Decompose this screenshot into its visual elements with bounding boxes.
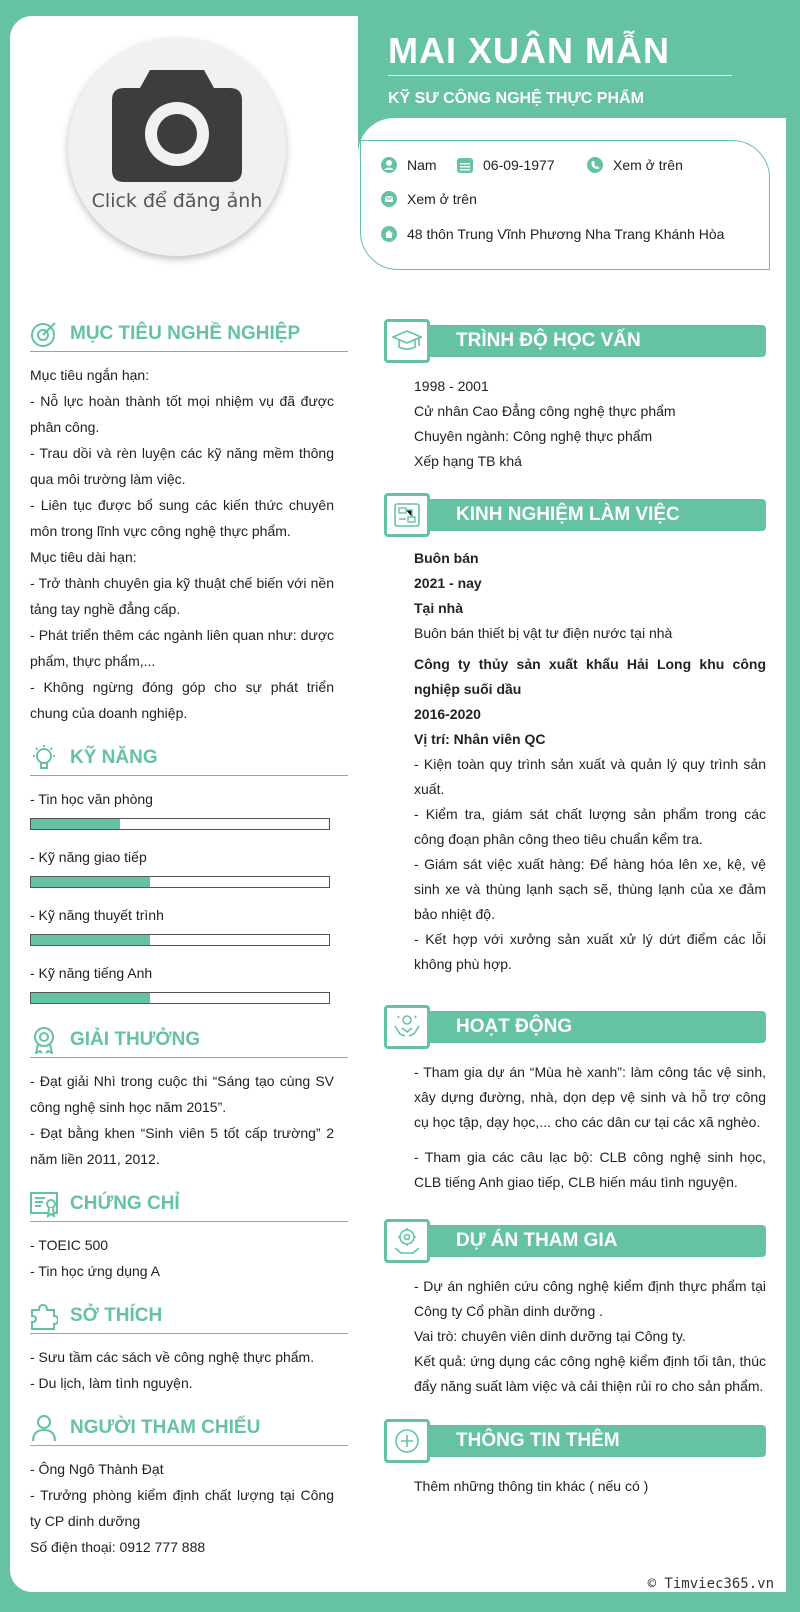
- job-position: Vị trí: Nhân viên QC: [414, 731, 546, 747]
- skill-label: - Kỹ năng thuyết trình: [30, 907, 164, 923]
- job-position: Tại nhà: [414, 600, 464, 616]
- puzzle-icon: [30, 1302, 58, 1330]
- job-detail: - Kiện toàn quy trình sản xuất và quản lý quy trình sản xuất.: [414, 756, 766, 797]
- skill-bar: [30, 876, 330, 888]
- hobby-line: - Sưu tầm các sách về công nghệ thực phẩm.: [30, 1349, 315, 1365]
- address-value: 48 thôn Trung Vĩnh Phương Nha Trang Khánh Hòa: [407, 226, 725, 242]
- education-title: TRÌNH ĐỘ HỌC VẤN: [456, 330, 641, 351]
- objective-body: [30, 362, 334, 726]
- activities-title: HOẠT ĐỘNG: [456, 1016, 573, 1037]
- plus-circle-icon: [392, 1426, 422, 1456]
- hobbies-body: [30, 1344, 334, 1396]
- objective-line: - Không ngừng đóng góp cho sự phát triển chung của doanh nghiệp.: [30, 679, 334, 721]
- project-line: Kết quả: ứng dụng các công nghệ kiểm định tối tân, thúc đẩy năng suất làm việc và cải thiện rủi ro cho sản phẩm.: [414, 1353, 766, 1394]
- award-medal-icon: [30, 1026, 58, 1054]
- skill-bar-fill: [31, 935, 150, 945]
- contact-address: [381, 226, 724, 242]
- skill-bar-fill: [31, 877, 150, 887]
- skill-bar: [30, 992, 330, 1004]
- activity-paragraph: - Tham gia dự án “Mùa hè xanh”: làm công tác vệ sinh, xây dựng đường, nhà, dọn dẹp vệ sinh và hỗ trợ công cụ học tập, dạy học,... cho các dân cư tại các xã nghèo.: [414, 1064, 766, 1130]
- profile-photo-upload[interactable]: [68, 38, 286, 256]
- awards-title: GIẢI THƯỞNG: [70, 1028, 201, 1050]
- education-line: Cử nhân Cao Đẳng công nghệ thực phẩm: [414, 403, 676, 419]
- email-icon: [381, 191, 397, 207]
- email-value: Xem ở trên: [407, 191, 477, 207]
- section-hobbies: [30, 1298, 348, 1396]
- volunteer-hands-icon: [392, 1012, 422, 1042]
- candidate-name: MAI XUÂN MẪN: [388, 30, 670, 71]
- job-company: Công ty thủy sản xuất khẩu Hải Long khu công nghiệp suối dầu: [414, 656, 766, 697]
- contact-gender: [381, 157, 437, 173]
- education-body: [414, 374, 766, 474]
- photo-upload-label: Click để đăng ảnh: [91, 190, 263, 212]
- skill-label: - Kỹ năng tiếng Anh: [30, 965, 153, 981]
- contact-email: [381, 191, 477, 207]
- phone-icon: [587, 157, 603, 173]
- project-line: Vai trò: chuyên viên dinh dưỡng tại Công ty.: [414, 1328, 686, 1344]
- job-detail: - Giám sát việc xuất hàng: Để hàng hóa lên xe, kệ, vệ sinh xe và thùng lạnh sạch sẽ, thùng lạnh của xe đảm bảo nhiệt độ.: [414, 856, 766, 922]
- skill-bar-fill: [31, 993, 150, 1003]
- job-company: Buôn bán: [414, 550, 479, 566]
- skill-bar: [30, 934, 330, 946]
- references-body: [30, 1456, 334, 1560]
- reference-line: - Trưởng phòng kiểm định chất lượng tại Công ty CP dinh dưỡng: [30, 1487, 334, 1529]
- project-line: - Dự án nghiên cứu công nghệ kiểm định thực phẩm tại Công ty Cổ phần dinh dưỡng .: [414, 1278, 766, 1319]
- lightbulb-icon: [30, 744, 58, 772]
- hobbies-title: SỞ THÍCH: [70, 1304, 163, 1326]
- camera-icon: [112, 70, 242, 182]
- project-gear-icon: [392, 1226, 422, 1256]
- section-extra-info: [384, 1422, 766, 1499]
- section-awards: [30, 1022, 348, 1172]
- certificate-icon: [30, 1190, 58, 1218]
- extra-body: [414, 1474, 766, 1499]
- reference-line: Số điện thoại: 0912 777 888: [30, 1539, 206, 1555]
- skill-bar-fill: [31, 819, 120, 829]
- job-period: 2021 - nay: [414, 575, 482, 591]
- calendar-icon: [457, 157, 473, 173]
- birthday-value: 06-09-1977: [483, 157, 555, 173]
- skills-list: [30, 786, 334, 1004]
- section-activities: [384, 1008, 766, 1195]
- section-certificates: [30, 1186, 348, 1284]
- projects-title: DỰ ÁN THAM GIA: [456, 1230, 618, 1251]
- job-period: 2016-2020: [414, 706, 481, 722]
- education-line: Xếp hạng TB khá: [414, 453, 522, 469]
- candidate-title: KỸ SƯ CÔNG NGHỆ THỰC PHẨM: [388, 90, 644, 107]
- activities-body: [414, 1060, 766, 1195]
- education-line: 1998 - 2001: [414, 378, 489, 394]
- award-line: - Đạt giải Nhì trong cuộc thi “Sáng tạo cùng SV công nghệ sinh học năm 2015”.: [30, 1073, 334, 1115]
- skill-bar: [30, 818, 330, 830]
- objective-line: - Liên tục được bổ sung các kiến thức chuyên môn trong lĩnh vực công nghệ thực phẩm.: [30, 497, 334, 539]
- objective-line: - Trở thành chuyên gia kỹ thuật chế biến với nền tảng tay nghề đẳng cấp.: [30, 575, 334, 617]
- section-objective: [30, 316, 348, 726]
- workflow-icon: [392, 500, 422, 530]
- skill-label: - Tin học văn phòng: [30, 791, 153, 807]
- target-icon: [30, 320, 58, 348]
- hobby-line: - Du lịch, làm tình nguyện.: [30, 1375, 193, 1391]
- phone-value: Xem ở trên: [613, 157, 683, 173]
- extra-title: THÔNG TIN THÊM: [456, 1430, 620, 1451]
- contact-birthday: [457, 157, 555, 173]
- contact-info-box: [360, 140, 770, 270]
- skill-label: - Kỹ năng giao tiếp: [30, 849, 147, 865]
- reference-line: - Ông Ngô Thành Đạt: [30, 1461, 164, 1477]
- home-icon: [381, 226, 397, 242]
- projects-body: [414, 1274, 766, 1399]
- certificates-body: [30, 1232, 334, 1284]
- awards-body: [30, 1068, 334, 1172]
- experience-body: [414, 546, 766, 977]
- job-detail: Buôn bán thiết bị vật tư điện nước tại nhà: [414, 625, 673, 641]
- objective-line: - Trau dồi và rèn luyện các kỹ năng mềm thông qua môi trường làm việc.: [30, 445, 334, 487]
- footer-watermark: © Timviec365.vn: [647, 1576, 774, 1592]
- education-line: Chuyên ngành: Công nghệ thực phẩm: [414, 428, 653, 444]
- objective-line: Mục tiêu ngắn hạn:: [30, 367, 150, 383]
- activity-paragraph: - Tham gia các câu lạc bộ: CLB công nghệ sinh học, CLB tiếng Anh giao tiếp, CLB hiến máu tình nguyện.: [414, 1149, 766, 1190]
- references-title: NGƯỜI THAM CHIẾU: [70, 1416, 261, 1438]
- extra-text: Thêm những thông tin khác ( nếu có ): [414, 1478, 649, 1494]
- experience-title: KINH NGHIỆM LÀM VIỆC: [456, 504, 680, 525]
- job-detail: - Kiểm tra, giám sát chất lượng sản phẩm trong các công đoạn phân công theo tiêu chuẩn kểm tra.: [414, 806, 766, 847]
- section-references: [30, 1410, 348, 1560]
- objective-line: Mục tiêu dài hạn:: [30, 549, 137, 565]
- objective-line: - Nỗ lực hoàn thành tốt mọi nhiệm vụ đã được phân công.: [30, 393, 334, 435]
- graduation-cap-icon: [392, 326, 422, 356]
- certificate-line: - TOEIC 500: [30, 1237, 109, 1253]
- objective-title: MỤC TIÊU NGHỀ NGHIỆP: [70, 322, 301, 344]
- contact-phone: [587, 157, 683, 173]
- section-skills: [30, 740, 348, 1018]
- gender-value: Nam: [407, 157, 437, 173]
- skills-title: KỸ NĂNG: [70, 746, 158, 768]
- award-line: - Đạt bằng khen “Sinh viên 5 tốt cấp trường” 2 năm liền 2011, 2012.: [30, 1125, 334, 1167]
- job-detail: - Kết hợp với xưởng sản xuất xử lý dứt điểm các lỗi không phù hợp.: [414, 931, 766, 972]
- name-divider: [388, 75, 732, 76]
- section-education: [384, 322, 766, 474]
- objective-line: - Phát triển thêm các ngành liên quan như: dược phẩm, thực phẩm,...: [30, 627, 334, 669]
- section-projects: [384, 1222, 766, 1399]
- user-icon: [30, 1414, 58, 1442]
- person-icon: [381, 157, 397, 173]
- certificate-line: - Tin học ứng dụng A: [30, 1263, 161, 1279]
- certificates-title: CHỨNG CHỈ: [70, 1192, 180, 1214]
- section-experience: [384, 496, 766, 977]
